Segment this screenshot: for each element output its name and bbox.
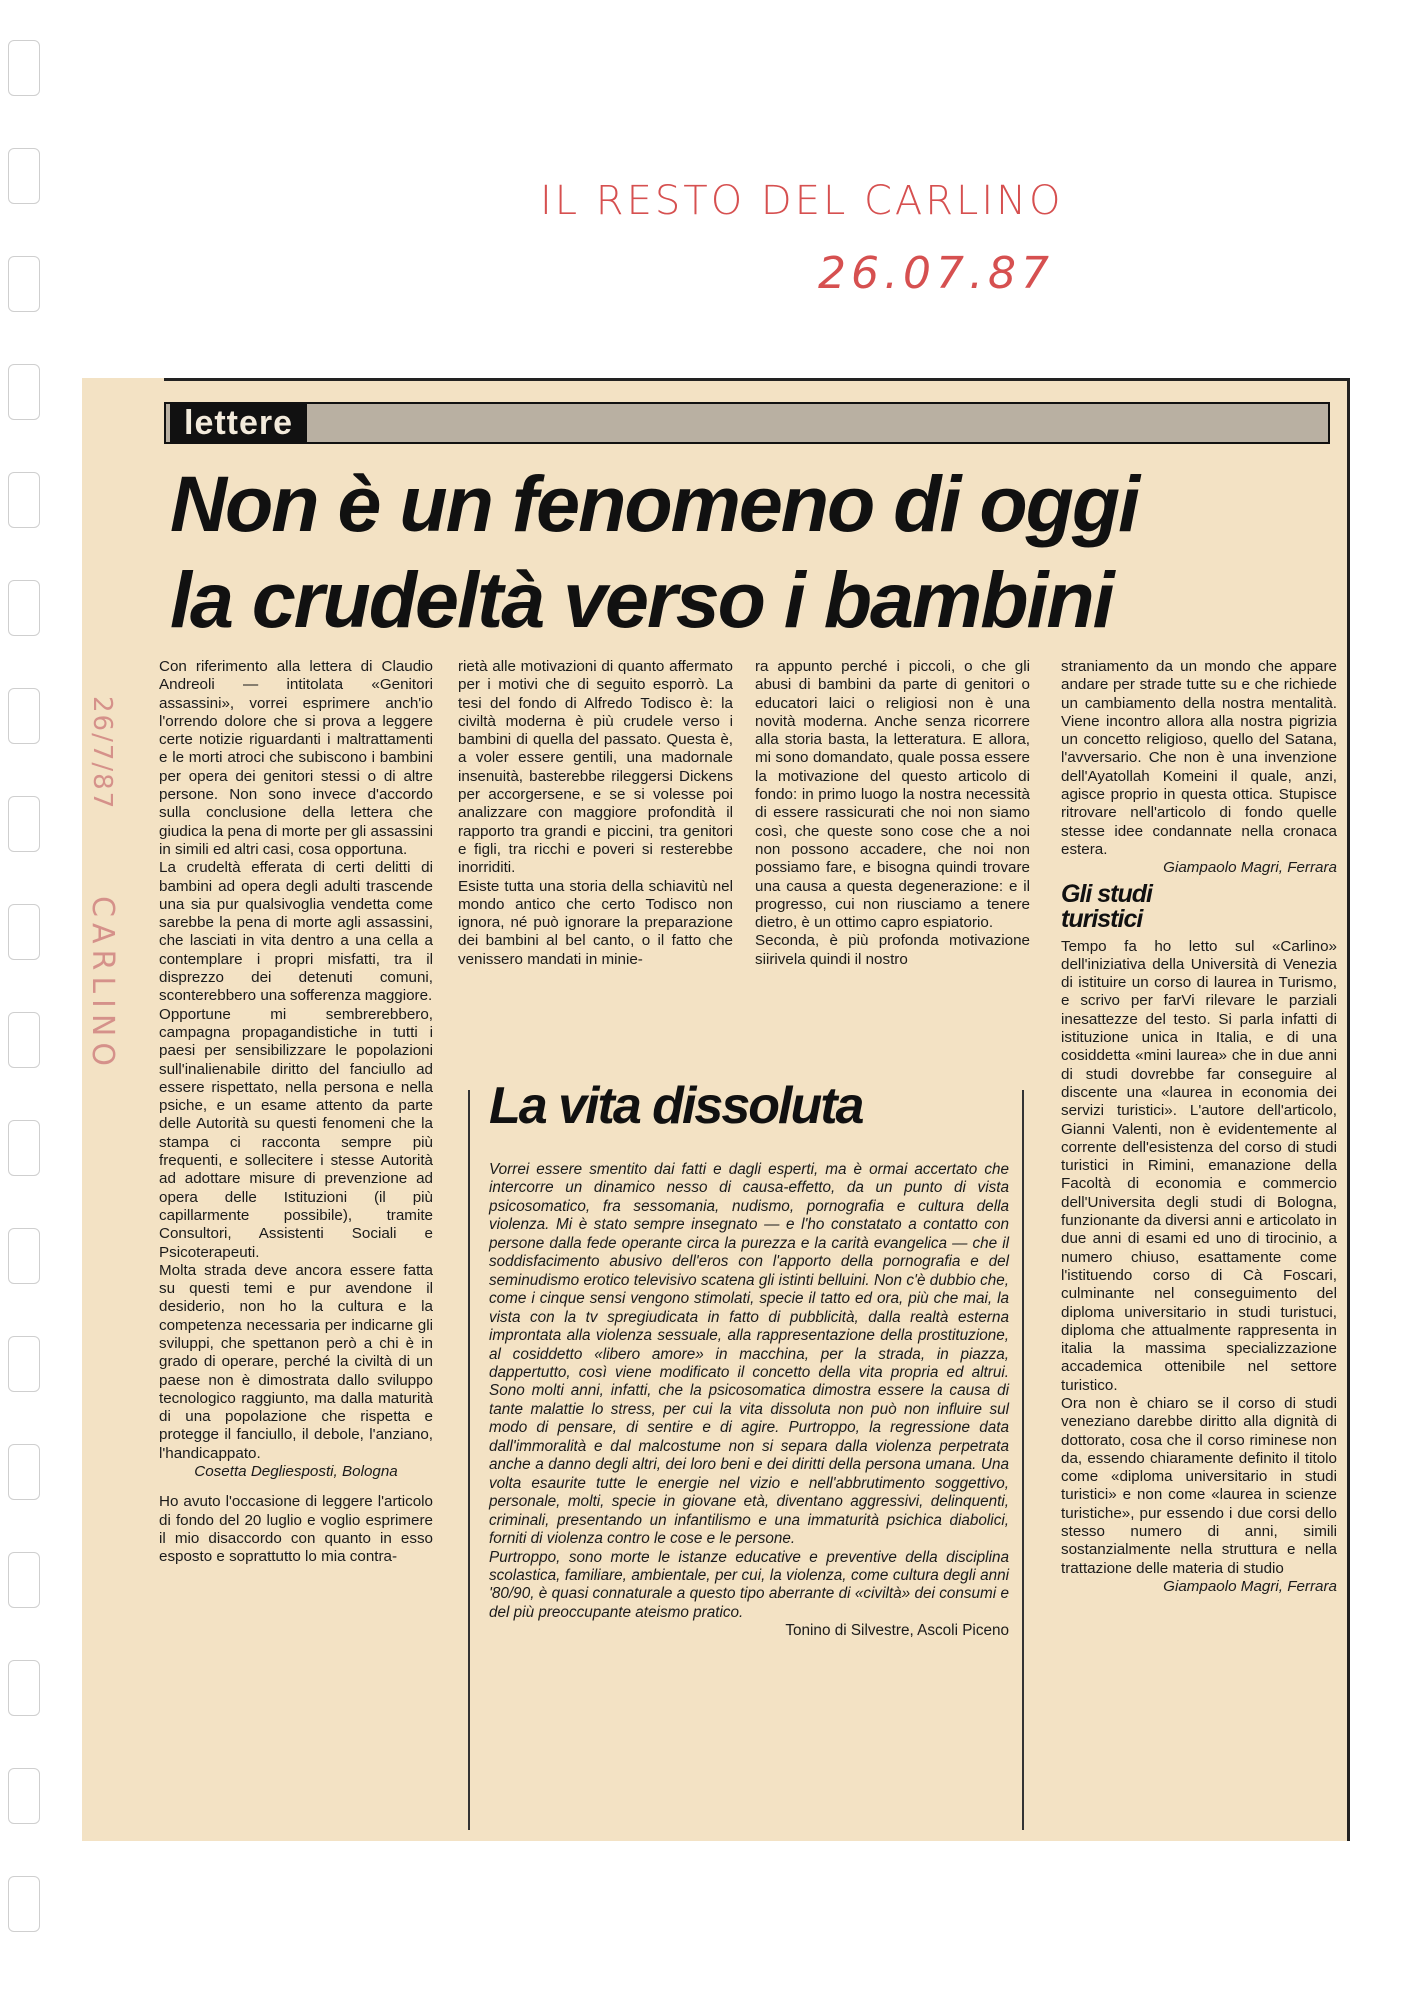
letter-paragraph: La crudeltà efferata di certi delitti di bambini ad opera degli adulti trascende una sia pur qualsivoglia vendetta come sarebbe la pena di morte agli assassini, che lasciati in vita dentro a una cella a contemplare i propri misfatti, tra il disprezzo dei detenuti comuni, sconterebbero una sofferenza maggiore. bbox=[159, 859, 433, 1005]
binder-hole bbox=[8, 1660, 40, 1716]
headline bbox=[170, 456, 1138, 648]
newspaper-clipping bbox=[82, 378, 1350, 1841]
letter-paragraph: Vorrei essere smentito dai fatti e dagli esperti, ma è ormai accertato che intercorre un dinamico nesso di causa-effetto, da un punto di vista psicosomatico, fra sessomania, nudismo, pornografia e cultura della violenza. Mi è stato sempre insegnato — e l'ho constatato a contatto con persone dalla fede operante circa la purezza e la carità evangelica — che il soddisfacimento abusivo dell'eros con l'apporto della pornografia e del seminudismo erotico televisivo scatena gli istinti belluini. Non c'è dubbio che, come i cinque sensi vengono stimolati, specie il tatto ed ora, più che mai, la vista con la tv spregiudicata in fatto di pubblicità, dalla realtà esterna improntata alla violenza sessuale, alla rappresentazione della prostituzione, al cosiddetto «libero amore» in macchina, per la strada, in piazza, dappertutto, così viene modificato il concetto della vita propria ed altrui. Sono molti anni, infatti, che la psicosomatica dimostra essere la causa di tante malattie lo stress, per cui la vita dissoluta non può non influire sul modo di pensare, di sentire e di agire. Purtroppo, la regressione data dall'immoralità e dal malcostume non si separa dalla violenza perpetrata anche a danno degli altri, dei loro beni e dei diritti della persona umana. Una volta esaurite tutte le energie nel vizio e nell'abbrutimento soggettivo, personale, molti, specie in giovane età, diventano aggressivi, delinquenti, criminali, presentando un infantilismo e una immaturità psichica diabolici, forniti di violenza contro le cose e le persone. bbox=[489, 1161, 1009, 1548]
letter-signature: Cosetta Degliesposti, Bologna bbox=[194, 1463, 398, 1481]
column-1 bbox=[159, 658, 433, 1567]
subheading-line-2: turistici bbox=[1061, 904, 1143, 933]
letter-paragraph: Esiste tutta una storia della schiavitù nel mondo antico che certo Todisco non ignora, né può ignorare la preparazione dei bambini al bel canto, o il fatto che venissero mandati in minie- bbox=[458, 877, 733, 968]
binder-hole bbox=[8, 1876, 40, 1932]
letter-paragraph: Opportune mi sembrerebbero, campagna propagandistiche in tutti i paesi per sensibilizzare le popolazioni sull'inalienabile diritto del fanciullo ad essere rispettato, nella persona e nella psiche, e un esame attento da parte delle Autorità su questi fenomeni che la stampa ci racconta sempre più frequenti, e sollecitere i stesse Autorità ad adottare misure di prevenzione ad opera delle Istituzioni (il più capillarmente possibile), tramite Consultori, Assistenti Sociali e Psicoterapeuti. bbox=[159, 1005, 433, 1261]
handwritten-date: 26.07.87 bbox=[818, 248, 1054, 299]
section-label: lettere bbox=[170, 404, 307, 442]
binder-hole bbox=[8, 364, 40, 420]
box-title: La vita dissoluta bbox=[489, 1077, 863, 1135]
binder-hole bbox=[8, 1228, 40, 1284]
top-rule bbox=[164, 378, 1350, 381]
column-4 bbox=[1061, 658, 1337, 1596]
right-rule bbox=[1347, 378, 1350, 1841]
letter-paragraph: Purtroppo, sono morte le istanze educative e preventive della disciplina scolastica, familiare, ambientale, per cui, la violenza, come cultura degli anni '80/90, è quasi connaturale a questo tipo aberrante di «civiltà» dei consumi e del più preoccupante ateismo pratico. bbox=[489, 1548, 1009, 1621]
binder-hole bbox=[8, 148, 40, 204]
headline-line-1: Non è un fenomeno di oggi bbox=[170, 459, 1139, 548]
binder-hole bbox=[8, 1768, 40, 1824]
letter-paragraph: Seconda, è più profonda motivazione siirivela quindi il nostro bbox=[755, 932, 1030, 968]
binder-hole bbox=[8, 256, 40, 312]
binder-hole bbox=[8, 1336, 40, 1392]
binder-hole bbox=[8, 1012, 40, 1068]
binder-hole bbox=[8, 1444, 40, 1500]
column-2 bbox=[458, 658, 733, 969]
handwritten-newspaper-name: IL RESTO DEL CARLINO bbox=[540, 178, 1064, 224]
headline-line-2: la crudeltà verso i bambini bbox=[170, 555, 1113, 644]
binder-hole bbox=[8, 904, 40, 960]
letter-paragraph: rietà alle motivazioni di quanto affermato per i motivi che di seguito esporrò. La tesi del fondo di Alfredo Todisco è: la civiltà moderna è più crudele verso i bambini di quella del passato. Questa è, a voler essere gentili, una madornale insenuità, basterebbe rileggersi Dickens per accorgersene, e se si volesse poi analizzare con maggiore profondità il rapporto tra grandi e piccini, tra genitori e figli, tra ricchi e poveri si resterebbe inorriditi. bbox=[458, 658, 733, 877]
binder-hole bbox=[8, 40, 40, 96]
binder-hole bbox=[8, 796, 40, 852]
binder-hole bbox=[8, 1120, 40, 1176]
letter-signature: Giampaolo Magri, Ferrara bbox=[1163, 1577, 1337, 1595]
letter-paragraph: Ora non è chiaro se il corso di studi veneziano darebbe diritto alla dignità di dottorato, cosa che il corso riminese non da, essendo chiaramente definito il titolo come «diploma universitario in studi turistici» e non come «laurea in scienze turistiche», pur essendo i due corsi dello stesso numero di anni, simili sostanzialmente nella struttura e nella trattazione delle materia di studio bbox=[1061, 1394, 1337, 1577]
letter-paragraph: straniamento da un mondo che appare andare per strade tutte su e che richiede un cambiamento della nostra mentalità. Viene incontro allora alla nostra pigrizia un concetto religioso, quello del Satana, l'avversario. Che non è una invenzione dell'Ayatollah Komeini il quale, anzi, agisce proprio in questa ottica. Stupisce ritrovare nell'articolo di fondo quelle stesse idee condannate nella cronaca estera. bbox=[1061, 658, 1337, 858]
letter-paragraph: ra appunto perché i piccoli, o che gli abusi di bambini da parte di genitori o educatori laici o religiosi non è una novità moderna. Anche senza ricorrere alla storia basta, la letteratura. E allora, mi sono domandato, quale possa essere la motivazione del questo articolo di fondo: in primo luogo la nostra necessità di essere rassicurati che noi non siamo così, che queste sono cose che a noi non possono accadere, che noi non possiamo fare, e bisogna quindi trovare una causa a questa degenerazione: e il progresso, cui non riusciamo a tenere dietro, è un ottimo capro espiatorio. bbox=[755, 658, 1030, 932]
binder-holes bbox=[8, 40, 38, 1960]
binder-hole bbox=[8, 472, 40, 528]
letter-paragraph: Tempo fa ho letto sul «Carlino» dell'iniziativa della Università di Venezia di istituire un corso di laurea in Turismo, e scrivo per farVi rilevare le parziali inesattezze del testo. Si parla infatti di istituzione unica in Italia, e di una cosiddetta «mini laurea» che in due anni di studi dovrebbe far conseguire al discente una «laurea in economia dei servizi turistici». L'autore dell'articolo, Gianni Valenti, non è evidentemente al corrente dell'esistenza del corso di studi turistici in Rimini, emanazione della Facoltà di economia e commercio dell'Universita degli studi di Bologna, funzionante da diversi anni e articolato in due anni di esami ed uno di tirocinio, a numero chiuso, esattamente come l'istituendo corso di Cà Foscari, culminante nel conseguimento del diploma universitario in studi turistuci, diploma che attualmente rappresenta in italia la massima specializzazione accademica ottenibile nel settore turistico. bbox=[1061, 937, 1337, 1394]
box-letter bbox=[489, 1161, 1009, 1641]
subheading-line-1: Gli studi bbox=[1061, 879, 1152, 908]
box-left-rule bbox=[468, 1090, 470, 1830]
letter-signature: Tonino di Silvestre, Ascoli Piceno bbox=[785, 1622, 1009, 1640]
box-right-rule bbox=[1022, 1090, 1024, 1830]
letter-paragraph: Con riferimento alla lettera di Claudio Andreoli — intitolata «Genitori assassini», vorrei esprimere anch'io l'orrendo dolore che si prova a leggere certe notizie riguardanti i maltrattamenti e le morti atroci che subiscono i bambini per opera dei genitori stessi o di altre persone. Non sono invece d'accordo sulla conclusione della lettera che giudica la pena di morte per gli assassini in simili ed altri casi, cosa opportuna. bbox=[159, 658, 433, 858]
margin-date: 26/7/87 bbox=[87, 696, 117, 811]
subheading bbox=[1061, 879, 1337, 933]
binder-hole bbox=[8, 580, 40, 636]
letter-paragraph: Ho avuto l'occasione di leggere l'articolo di fondo del 20 luglio e voglio esprimere il mio disaccordo con quanto in esso esposto e soprattutto lo mia contra- bbox=[159, 1493, 433, 1566]
binder-hole bbox=[8, 1552, 40, 1608]
binder-hole bbox=[8, 688, 40, 744]
column-3 bbox=[755, 658, 1030, 969]
section-banner bbox=[164, 402, 1330, 444]
margin-paper-name: CARLINO bbox=[85, 896, 120, 1072]
letter-signature: Giampaolo Magri, Ferrara bbox=[1163, 859, 1337, 877]
letter-paragraph: Molta strada deve ancora essere fatta su questi temi e pur avendone il desiderio, non ho la cultura e la competenza necessaria per indicarne gli sviluppi, che spettanon però a chi è in grado di operare, perché la civiltà di un paese non è dimostrata dallo sviluppo tecnologico raggiunto, ma dalla maturità di una popolazione che rispetta e protegge il fanciullo, il debole, l'anziano, l'handicappato. bbox=[159, 1261, 433, 1462]
